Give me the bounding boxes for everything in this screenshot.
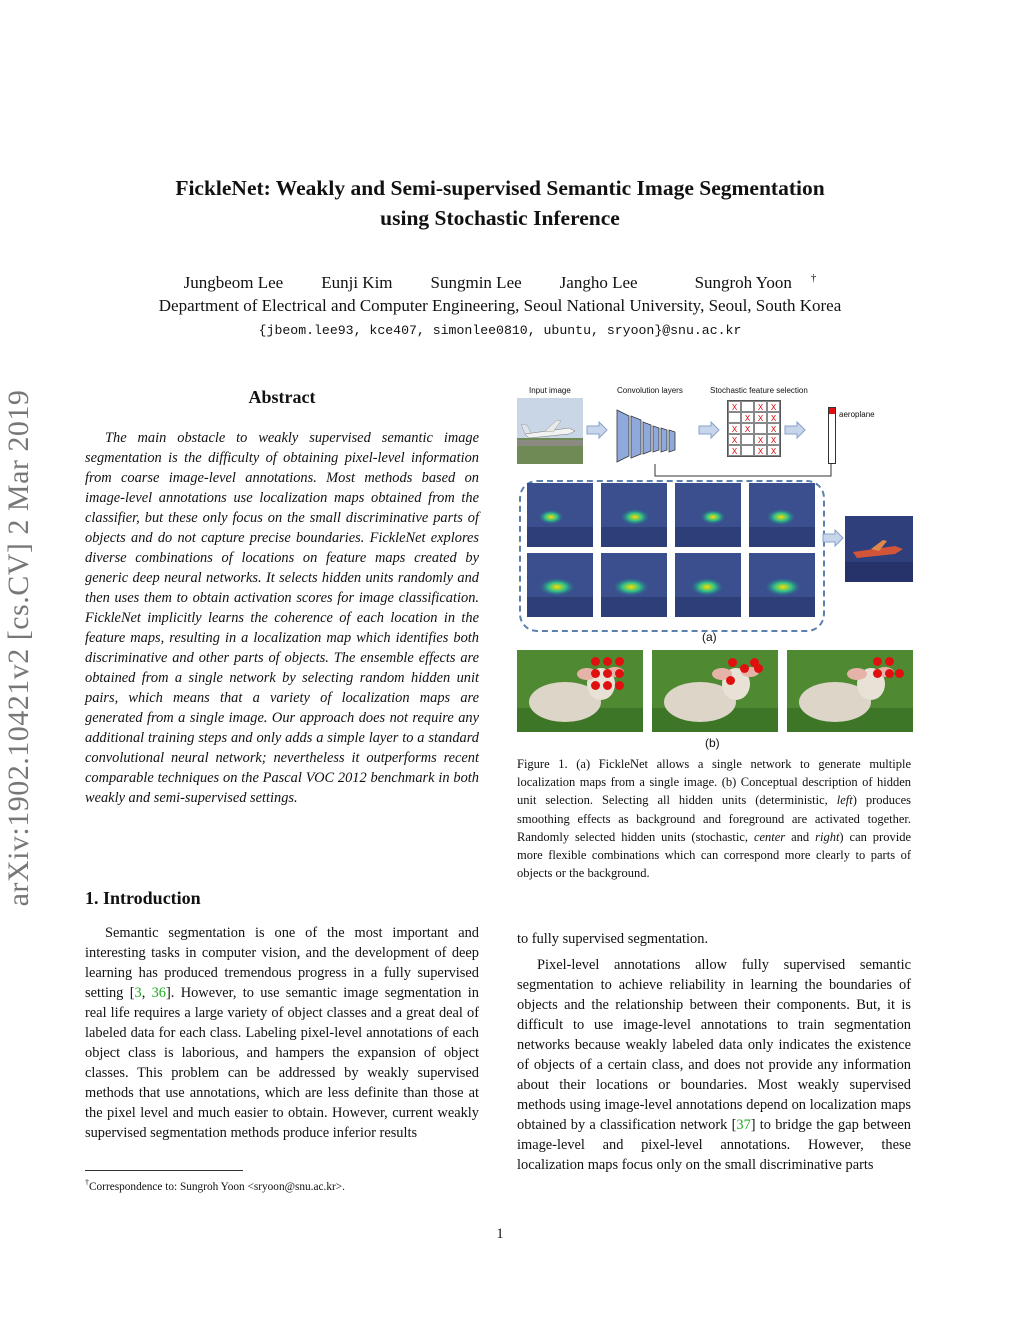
grid-cell: X xyxy=(754,412,767,423)
caption-right: right xyxy=(815,829,840,844)
figure-caption xyxy=(517,755,911,882)
sheep-image-stochastic-right xyxy=(787,650,913,732)
grid-cell: X xyxy=(767,412,780,423)
author-5 xyxy=(676,272,817,293)
footnote-rule xyxy=(85,1170,243,1171)
affiliation: Department of Electrical and Computer Engineering, Seoul National University, Seoul, South Korea xyxy=(158,296,842,315)
stochastic-selection-grid xyxy=(727,400,781,457)
conv-layers-icon xyxy=(611,406,701,466)
abstract-heading: Abstract xyxy=(248,387,316,407)
aggregated-localization-map xyxy=(845,516,913,582)
grid-cell xyxy=(728,412,741,423)
fig-label-conv: Convolution layers xyxy=(617,386,683,395)
author-2: Eunji Kim xyxy=(321,272,393,292)
citation-3[interactable]: 3 xyxy=(134,985,142,1001)
grid-cell: X xyxy=(767,434,780,445)
intro-text-a: Semantic segmentation is one of the most important and interesting tasks in computer vision, and the development of deep learning has produced tremendous progress in a fully supervised setting [ xyxy=(85,925,479,1001)
caption-center: center xyxy=(753,829,786,844)
sheep-image-stochastic-center xyxy=(652,650,778,732)
fig-label-stochastic: Stochastic feature selection xyxy=(710,386,808,395)
grid-cell: X xyxy=(728,423,741,434)
author-5-name: Sungroh Yoon xyxy=(694,272,792,292)
paper-title-line2: using Stochastic Inference xyxy=(380,206,620,230)
sheep-image-deterministic xyxy=(517,650,643,732)
author-1: Jungbeom Lee xyxy=(183,272,284,292)
connector-lines xyxy=(647,464,837,478)
citation-37[interactable]: 37 xyxy=(736,1117,751,1133)
caption-text-a: Figure 1. (a) FickleNet allows a single network to generate multiple localization maps from a single image. (b) Conceptual description of hidden unit selection. Selecting all hidden units (deterministic, xyxy=(517,757,911,808)
grid-cell xyxy=(741,445,754,456)
class-score-bar xyxy=(828,407,836,464)
caption-text-c: ) can provide more flexible combinations which can correspond more clearly to parts of objects or the background. xyxy=(517,829,911,881)
author-3: Sungmin Lee xyxy=(430,272,522,292)
grid-cell xyxy=(741,434,754,445)
paper-title-line1: FickleNet: Weakly and Semi-supervised Semantic Image Segmentation xyxy=(175,176,825,200)
grid-cell: X xyxy=(754,401,767,412)
footnote-text: Correspondence to: Sungroh Yoon <sryoon@snu.ac.kr>. xyxy=(89,1180,345,1193)
right-paragraph-0: to fully supervised segmentation. xyxy=(517,931,709,947)
citation-36[interactable]: 36 xyxy=(151,985,166,1001)
grid-cell: X xyxy=(767,423,780,434)
arrow-2-icon xyxy=(697,420,721,440)
caption-left: left xyxy=(836,793,853,808)
author-list xyxy=(0,272,1000,293)
grid-cell: X xyxy=(741,412,754,423)
grid-cell: X xyxy=(754,434,767,445)
input-aeroplane-image xyxy=(517,398,583,464)
footnote xyxy=(85,1178,345,1193)
arxiv-stamp: arXiv:1902.10421v2 [cs.CV] 2 Mar 2019 xyxy=(2,389,35,907)
footnote-mark: † xyxy=(85,1178,89,1187)
grid-cell: X xyxy=(767,445,780,456)
author-dagger: † xyxy=(810,272,817,284)
grid-cell: X xyxy=(728,434,741,445)
fig-label-input: Input image xyxy=(529,386,571,395)
intro-text-b: ]. However, to use semantic image segmentation in real life requires a large variety of object classes and a great deal of labeled data for each class. Labeling pixel-level annotations of each object class is laborious, and hampers the expansion of object classes. This problem can be addressed by weakly supervised methods that use annotations, which are less definite than those at the pixel level and much easier to obtain. However, current weakly supervised segmentation methods produce inferior results xyxy=(85,985,479,1141)
grid-cell xyxy=(754,423,767,434)
right-text-a: Pixel-level annotations allow fully supervised semantic segmentation to achieve reliability in learning the boundaries of objects and the relationship between their components. But, it is difficult to use image-level annotations to train segmentation networks because weakly labeled data only indicates the existence of objects of a certain class, and does not provide any information about their locations or boundaries. Most weakly supervised methods using image-level annotations depend on localization maps obtained by a classification network [ xyxy=(517,957,911,1133)
right-text-b: ] to bridge the gap between image-level and pixel-level annotations. However, these localization maps focus only on the small discriminative parts xyxy=(517,1117,911,1173)
caption-text-b: ) produces smoothing effects as background and foreground are activated together. Randomly selected hidden units (stochastic, xyxy=(517,793,911,844)
intro-heading: 1. Introduction xyxy=(85,888,201,908)
arrow-3-icon xyxy=(783,420,807,440)
grid-cell: X xyxy=(728,445,741,456)
grid-cell xyxy=(741,401,754,412)
right-paragraph-1 xyxy=(517,955,911,1175)
class-label: aeroplane xyxy=(839,410,875,419)
caption-and: and xyxy=(785,829,816,844)
page-number: 1 xyxy=(496,1226,504,1242)
grid-cell: X xyxy=(754,445,767,456)
citation-separator: , xyxy=(141,985,152,1001)
localization-maps xyxy=(527,483,823,623)
subfigure-b-label: (b) xyxy=(705,736,720,750)
arrow-4-icon xyxy=(821,528,847,548)
abstract-text: The main obstacle to weakly supervised semantic image segmentation is the difficulty of obtaining pixel-level information from coarse image-level annotations. Most methods based on image-level annotations use localization maps obtained from the classifier, but these only focus on the small discriminative parts of objects and do not capture precise boundaries. FickleNet explores diverse combinations of locations on feature maps created by generic deep neural networks. It selects hidden units randomly and then uses them to obtain activation scores for image classification. FickleNet implicitly learns the coherence of each location in the feature maps, resulting in a localization map which identifies both discriminative and other parts of objects. The ensemble effects are obtained from a single network by selecting random hidden unit pairs, which means that a variety of localization maps are generated from a single image. Our approach does not require any additional training steps and only adds a simple layer to a standard convolutional neural network; nevertheless it outperforms recent comparable techniques on the Pascal VOC 2012 benchmark in both weakly and semi-supervised settings. xyxy=(85,430,479,806)
grid-cell: X xyxy=(741,423,754,434)
author-4: Jangho Lee xyxy=(559,272,638,292)
figure-1 xyxy=(517,380,917,750)
arrow-1-icon xyxy=(585,420,609,440)
grid-cell: X xyxy=(767,401,780,412)
grid-cell: X xyxy=(728,401,741,412)
email-line: {jbeom.lee93, kce407, simonlee0810, ubuntu, sryoon}@snu.ac.kr xyxy=(258,323,742,338)
intro-paragraph xyxy=(85,923,479,1143)
subfigure-a-label: (a) xyxy=(702,630,717,644)
